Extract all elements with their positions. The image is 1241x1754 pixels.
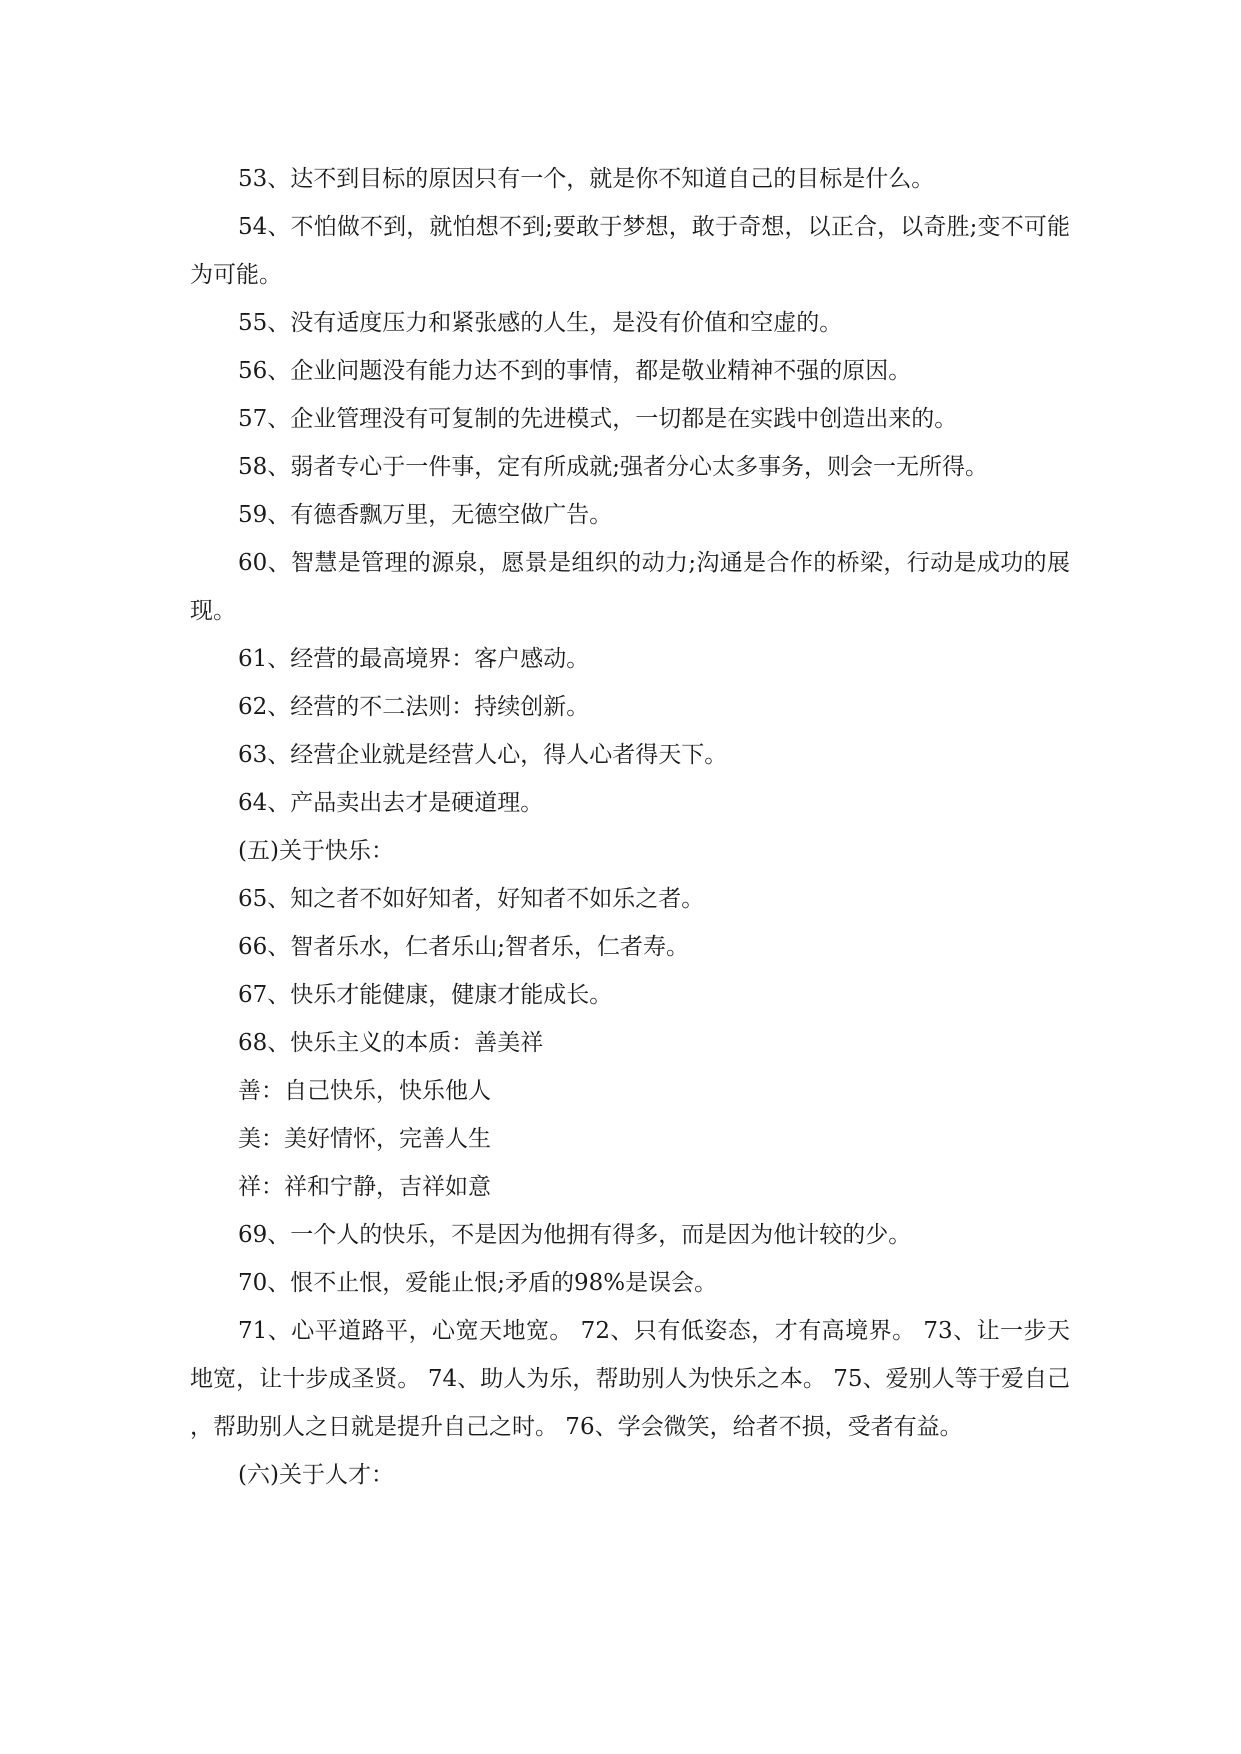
document-body — [190, 155, 1070, 1499]
paragraph-66: 66、智者乐水，仁者乐山;智者乐，仁者寿。 — [238, 934, 690, 960]
paragraph-60: 60、智慧是管理的源泉，愿景是组织的动力;沟通是合作的桥梁，行动是成功的展现。 — [190, 550, 1070, 624]
paragraph-mei: 美：美好情怀，完善人生 — [238, 1126, 491, 1152]
paragraph-67: 67、快乐才能健康，健康才能成长。 — [238, 982, 613, 1008]
paragraph-62: 62、经营的不二法则：持续创新。 — [238, 694, 590, 720]
paragraph-58: 58、弱者专心于一件事，定有所成就;强者分心太多事务，则会一无所得。 — [238, 454, 989, 480]
paragraph-61: 61、经营的最高境界：客户感动。 — [238, 646, 590, 672]
paragraph-65: 65、知之者不如好知者，好知者不如乐之者。 — [238, 886, 705, 912]
paragraph-70: 70、恨不止恨，爱能止恨;矛盾的98%是误会。 — [238, 1270, 718, 1296]
section-heading-happiness: (五)关于快乐： — [238, 838, 394, 864]
paragraph-shan: 善：自己快乐，快乐他人 — [238, 1078, 491, 1104]
paragraph-69: 69、一个人的快乐，不是因为他拥有得多，而是因为他计较的少。 — [238, 1222, 912, 1248]
section-heading-talent: (六)关于人才： — [238, 1462, 394, 1488]
paragraph-64: 64、产品卖出去才是硬道理。 — [238, 790, 544, 816]
paragraph-53: 53、达不到目标的原因只有一个，就是你不知道自己的目标是什么。 — [238, 166, 935, 192]
paragraph-59: 59、有德香飘万里，无德空做广告。 — [238, 502, 613, 528]
paragraph-71-76: 71、心平道路平，心宽天地宽。 72、只有低姿态，才有高境界。 73、让一步天地宽，让十步成圣贤。 74、助人为乐，帮助别人为快乐之本。 75、爱别人等于爱自己，帮助别人之日就是提升自己之时。 76、学会微笑，给者不损，受者有益。 — [190, 1318, 1070, 1440]
paragraph-55: 55、没有适度压力和紧张感的人生，是没有价值和空虚的。 — [238, 310, 843, 336]
paragraph-54: 54、不怕做不到，就怕想不到;要敢于梦想，敢于奇想，以正合，以奇胜;变不可能为可能。 — [190, 214, 1070, 288]
paragraph-56: 56、企业问题没有能力达不到的事情，都是敬业精神不强的原因。 — [238, 358, 912, 384]
paragraph-57: 57、企业管理没有可复制的先进模式，一切都是在实践中创造出来的。 — [238, 406, 958, 432]
paragraph-63: 63、经营企业就是经营人心，得人心者得天下。 — [238, 742, 728, 768]
paragraph-68: 68、快乐主义的本质：善美祥 — [238, 1030, 544, 1056]
paragraph-xiang: 祥：祥和宁静，吉祥如意 — [238, 1174, 491, 1200]
